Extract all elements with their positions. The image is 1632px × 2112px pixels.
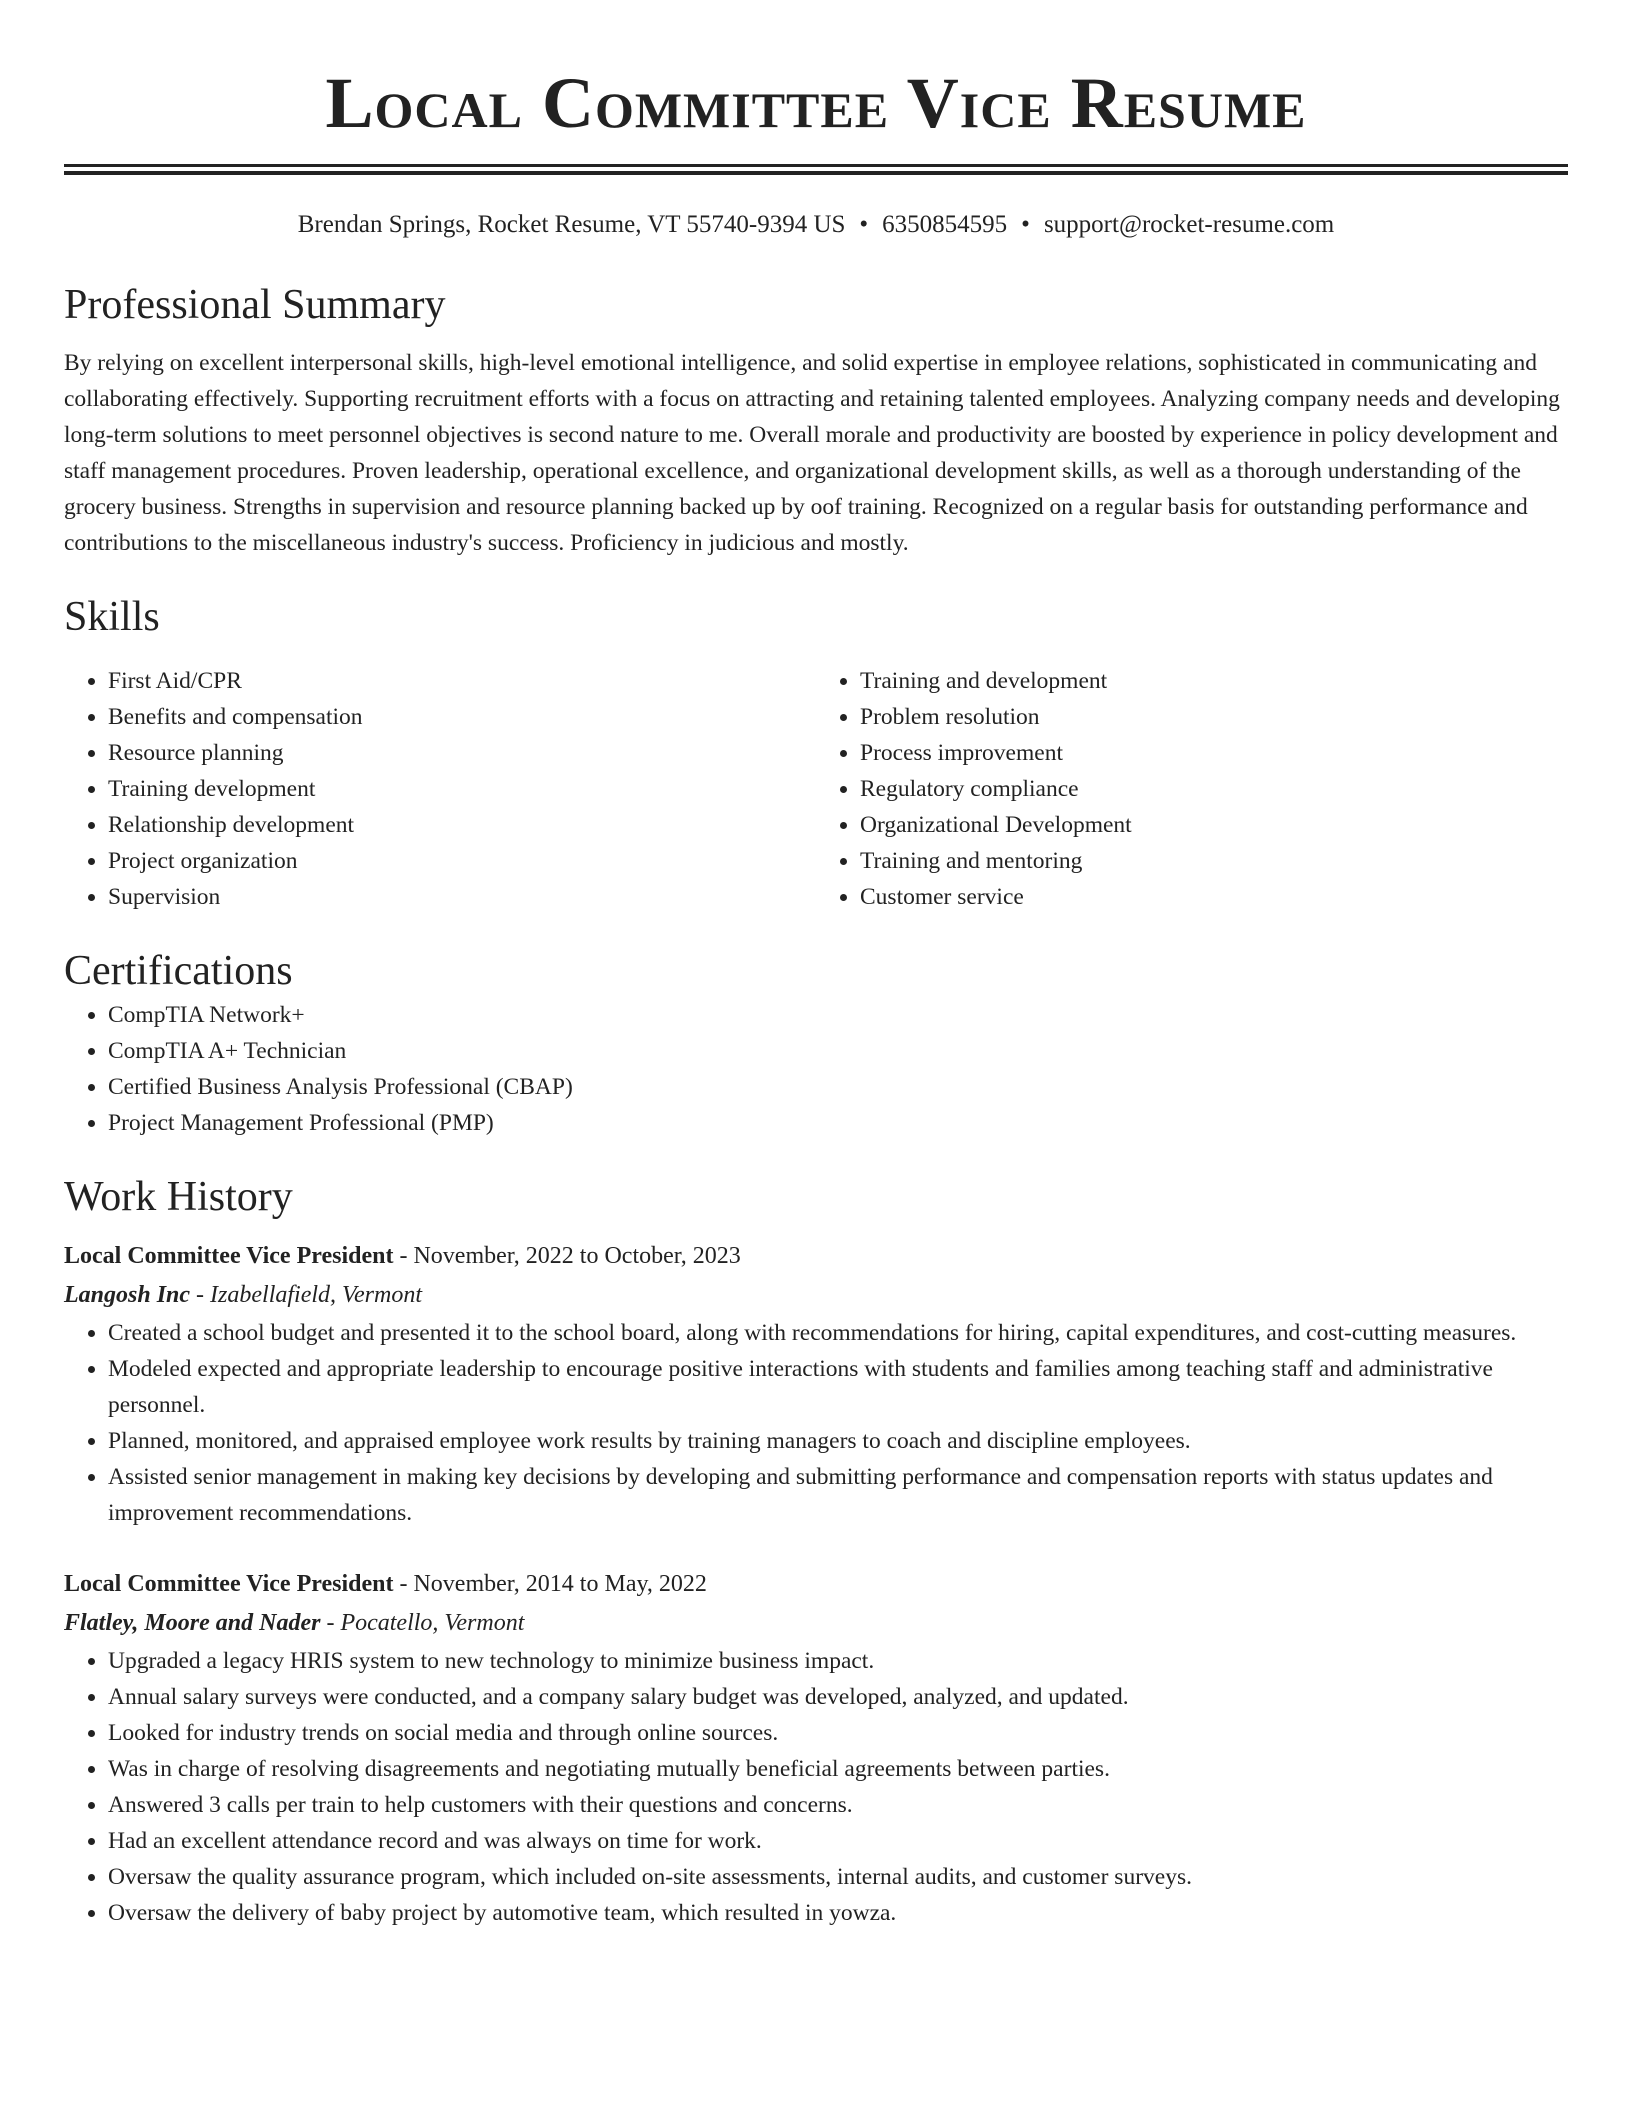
responsibility-item: • Was in charge of resolving disagreements and negotiating mutually beneficial agreements between parties. <box>108 1751 1568 1787</box>
skill-item: • Organizational Development <box>860 807 1568 843</box>
skill-item: • Benefits and compensation <box>108 699 816 735</box>
certification-item: • CompTIA Network+ <box>108 997 1568 1033</box>
skill-item: • Training development <box>108 771 816 807</box>
company-name: Langosh Inc <box>64 1282 191 1308</box>
certifications-list <box>64 997 1568 1141</box>
skill-item: • First Aid/CPR <box>108 663 816 699</box>
job-responsibilities <box>64 1315 1568 1531</box>
certification-item: • CompTIA A+ Technician <box>108 1033 1568 1069</box>
skills-heading: Skills <box>64 594 160 640</box>
skills-list-right <box>816 663 1568 915</box>
responsibility-item: • Answered 3 calls per train to help customers with their questions and concerns. <box>108 1787 1568 1823</box>
company-location: Pocatello, Vermont <box>340 1610 525 1636</box>
skill-item: • Relationship development <box>108 807 816 843</box>
job-title-line: Local Committee Vice President - November, 2014 to May, 2022 <box>64 1571 707 1597</box>
job-title: Local Committee Vice President <box>64 1243 394 1269</box>
responsibility-item: • Modeled expected and appropriate leadership to encourage positive interactions with students and families among teaching staff and administrative personnel. <box>108 1351 1568 1423</box>
skill-item: • Training and mentoring <box>860 843 1568 879</box>
job-responsibilities <box>64 1643 1568 1931</box>
skill-item: • Process improvement <box>860 735 1568 771</box>
company-location: Izabellafield, Vermont <box>210 1282 423 1308</box>
contact-email: support@rocket-resume.com <box>1043 211 1335 238</box>
contact-separator: • <box>1021 211 1030 238</box>
responsibility-item: • Annual salary surveys were conducted, and a company salary budget was developed, analyzed, and updated. <box>108 1679 1568 1715</box>
responsibility-item: • Oversaw the quality assurance program, which included on-site assessments, internal audits, and customer surveys. <box>108 1859 1568 1895</box>
job-entry <box>64 1237 1568 1531</box>
certification-item: • Project Management Professional (PMP) <box>108 1105 1568 1141</box>
certification-item: • Certified Business Analysis Professional (CBAP) <box>108 1069 1568 1105</box>
contact-separator: • <box>859 211 869 238</box>
responsibility-item: • Assisted senior management in making key decisions by developing and submitting performance and compensation reports with status updates and improvement recommendations. <box>108 1459 1568 1531</box>
company-line: Flatley, Moore and Nader - Pocatello, Vermont <box>64 1610 525 1636</box>
skill-item: • Customer service <box>860 879 1568 915</box>
responsibility-item: • Looked for industry trends on social media and through online sources. <box>108 1715 1568 1751</box>
job-dates: November, 2022 to October, 2023 <box>413 1243 741 1269</box>
title-divider <box>64 164 1568 175</box>
skill-item: • Supervision <box>108 879 816 915</box>
job-title-line: Local Committee Vice President - November, 2022 to October, 2023 <box>64 1243 741 1269</box>
responsibility-item: • Created a school budget and presented it to the school board, along with recommendations for hiring, capital expenditures, and cost-cutting measures. <box>108 1315 1568 1351</box>
company-name: Flatley, Moore and Nader <box>64 1610 321 1636</box>
skill-item: • Problem resolution <box>860 699 1568 735</box>
contact-phone: 6350854595 <box>882 211 1008 238</box>
company-line: Langosh Inc - Izabellafield, Vermont <box>64 1282 423 1308</box>
contact-line <box>64 209 1568 241</box>
skill-item: • Training and development <box>860 663 1568 699</box>
skill-item: • Project organization <box>108 843 816 879</box>
resume-title: Local Committee Vice Resume <box>325 63 1307 143</box>
skills-list-left <box>64 663 816 915</box>
summary-heading: Professional Summary <box>64 282 446 328</box>
work-history-heading: Work History <box>64 1174 293 1220</box>
responsibility-item: • Upgraded a legacy HRIS system to new technology to minimize business impact. <box>108 1643 1568 1679</box>
responsibility-item: • Planned, monitored, and appraised employee work results by training managers to coach and discipline employees. <box>108 1423 1568 1459</box>
job-entry <box>64 1565 1568 1931</box>
skill-item: • Regulatory compliance <box>860 771 1568 807</box>
certifications-heading: Certifications <box>64 948 293 994</box>
summary-text: By relying on excellent interpersonal skills, high-level emotional intelligence, and solid expertise in employee relations, sophisticated in communicating and collaborating effectively. Supporting recruitment efforts with a focus on attracting and retaining talented employees. Analyzing company needs and developing long-term solutions to meet personnel objectives is second nature to me. Overall morale and productivity are boosted by experience in policy development and staff management procedures. Proven leadership, operational excellence, and organizational development skills, as well as a thorough understanding of the grocery business. Strengths in supervision and resource planning backed up by oof training. Recognized on a regular basis for outstanding performance and contributions to the miscellaneous industry's success. Proficiency in judicious and mostly. <box>64 350 1560 556</box>
skills-columns <box>64 663 1568 915</box>
responsibility-item: • Had an excellent attendance record and was always on time for work. <box>108 1823 1568 1859</box>
responsibility-item: • Oversaw the delivery of baby project by automotive team, which resulted in yowza. <box>108 1895 1568 1931</box>
job-dates: November, 2014 to May, 2022 <box>413 1571 707 1597</box>
job-title: Local Committee Vice President <box>64 1571 394 1597</box>
skill-item: • Resource planning <box>108 735 816 771</box>
contact-address: Brendan Springs, Rocket Resume, VT 55740-9394 US <box>297 211 846 238</box>
